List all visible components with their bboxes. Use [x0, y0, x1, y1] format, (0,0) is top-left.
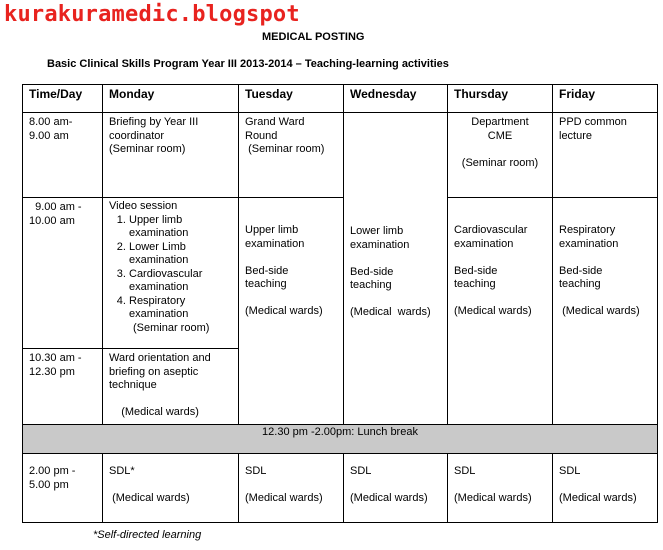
monday-slot-4: SDL* (Medical wards)	[109, 465, 190, 504]
footnote: *Self-directed learning	[93, 529, 202, 541]
thursday-slot-2: Cardiovascular examination Bed-side teaching (Medical wards)	[454, 224, 532, 317]
video-session-list	[109, 214, 232, 322]
wednesday-slot-4: SDL (Medical wards)	[350, 465, 428, 504]
friday-slot-2: Respiratory examination Bed-side teaching (Medical wards)	[559, 224, 640, 317]
thursday-slot-1: Department CME (Seminar room)	[461, 116, 539, 169]
friday-slot-1: PPD common lecture	[559, 116, 627, 142]
wednesday-slot-2: Lower limb examination Bed-side teaching (Medical wards)	[350, 225, 431, 318]
tuesday-slot-1: Grand Ward Round (Seminar room)	[245, 116, 325, 155]
header-wednesday: Wednesday	[350, 87, 417, 101]
table-border-bottom	[22, 522, 658, 523]
time-slot-2: 9.00 am - 10.00 am	[29, 201, 82, 227]
time-slot-1: 8.00 am- 9.00 am	[29, 116, 73, 142]
time-slot-4: 2.00 pm - 5.00 pm	[29, 465, 76, 491]
lunch-top-border	[22, 424, 658, 425]
friday-slot-4: SDL (Medical wards)	[559, 465, 637, 504]
list-item: 4. Respiratory examination	[129, 295, 232, 322]
table-border-right	[657, 84, 658, 523]
video-session-room: (Seminar room)	[133, 321, 210, 334]
tuesday-slot-2: Upper limb examination Bed-side teaching (Medical wards)	[245, 224, 323, 317]
header-thursday: Thursday	[454, 87, 509, 101]
header-tuesday: Tuesday	[245, 87, 293, 101]
list-item: 1. Upper limb examination	[129, 214, 232, 241]
tuesday-slot-4: SDL (Medical wards)	[245, 465, 323, 504]
document-subtitle: Basic Clinical Skills Program Year III 2013-2014 – Teaching-learning activities	[47, 58, 449, 70]
list-item: 3. Cardiovascular examination	[129, 268, 232, 295]
thursday-slot-4: SDL (Medical wards)	[454, 465, 532, 504]
monday-slot-2	[103, 197, 238, 348]
monday-slot-3: Ward orientation and briefing on aseptic technique (Medical wards)	[109, 352, 211, 418]
blog-watermark: kurakuramedic.blogspot	[4, 2, 300, 27]
header-monday: Monday	[109, 87, 155, 101]
monday-slot-1: Briefing by Year III coordinator (Seminar room)	[109, 116, 199, 155]
row-divider	[238, 197, 343, 198]
document-title: MEDICAL POSTING	[262, 31, 365, 43]
video-session-title: Video session	[109, 200, 178, 212]
list-item: 2. Lower Limb examination	[129, 241, 232, 268]
time-slot-3: 10.30 am - 12.30 pm	[29, 352, 82, 378]
lunch-label: 12.30 pm -2.00pm: Lunch break	[262, 426, 418, 438]
header-friday: Friday	[559, 87, 596, 101]
header-time-day: Time/Day	[29, 87, 83, 101]
lunch-bottom-border	[22, 453, 658, 454]
